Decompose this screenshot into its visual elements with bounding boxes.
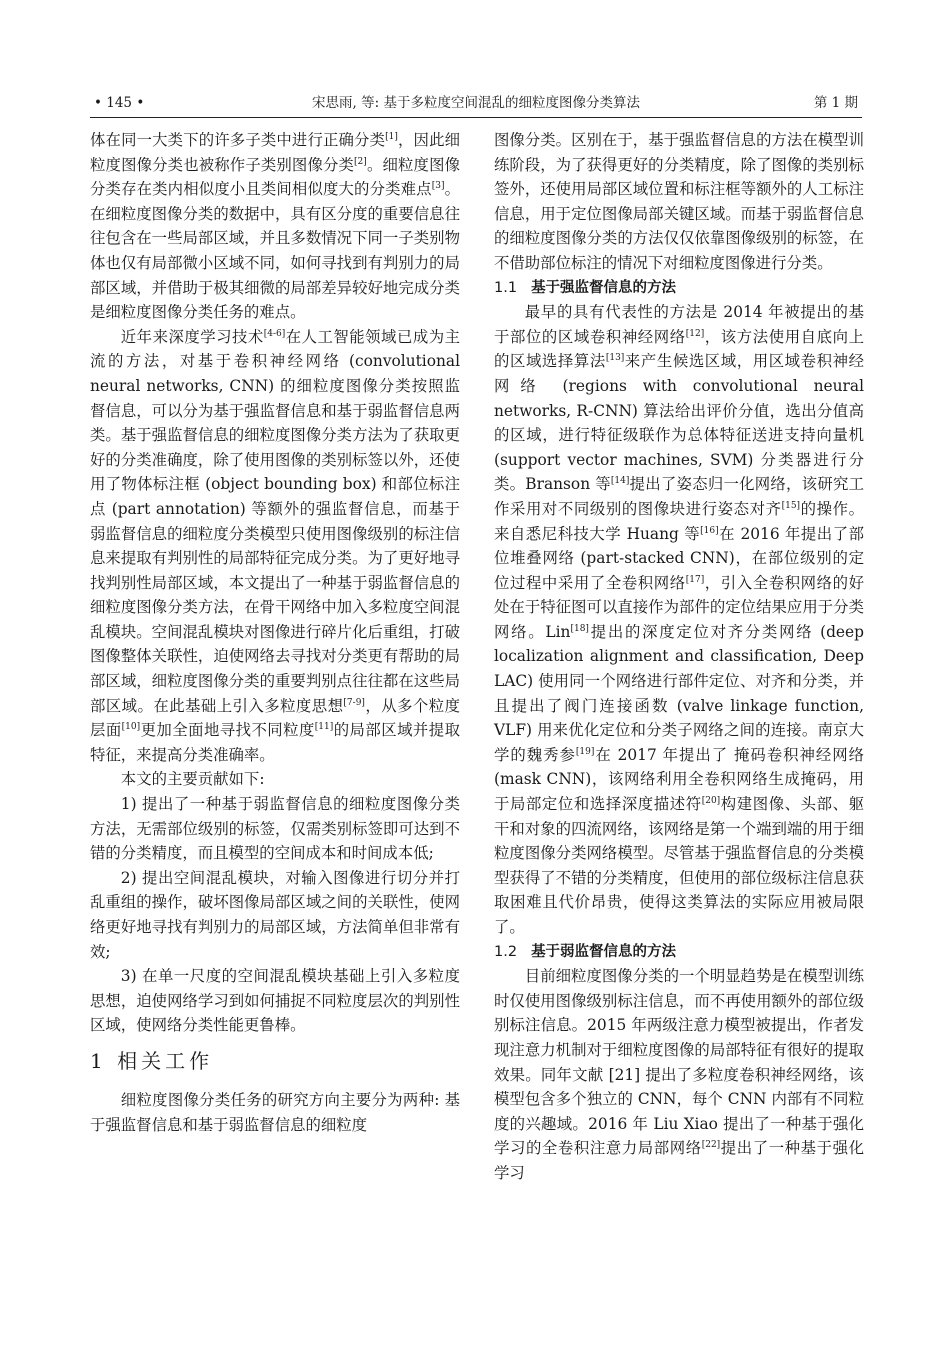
citation[interactable]: [17] (685, 574, 705, 585)
citation[interactable]: [18] (570, 623, 589, 634)
citation[interactable]: [15] (781, 500, 801, 511)
paragraph: 最早的具有代表性的方法是 2014 年被提出的基于部位的区域卷积神经网络[12]，该方法使用自底向上的区域选择算法[13]来产生候选区域，用区域卷积神经网络 (regions with convolutional neural networks, R-CNN) 算法给出评价分值，选出分值高的区域，进行特征级联作为总体特征送进支持向量机 (support vector machines, SVM) 分类器进行分类。Branson 等[14]提出了姿态归一化网络，该研究工作采用对不同级别的图像块进行姿态对齐[15]的操作。来自悉尼科技大学 Huang 等[16]在 2016 年提出了部位堆叠网络 (part-stacked CNN)，在部位级别的定位过程中采用了全卷积网络[17]，引入全卷积网络的好处在于特征图可以直接作为部件的定位结果应用于分类网络。Lin[18]提出的深度定位对齐分类网络 (deep localization alignment and classification, Deep LAC) 使用同一个网络进行部件定位、对齐和分类，并且提出了阀门连接函数 (valve linkage function, VLF) 用来优化定位和分类子网络之间的连接。南京大学的魏秀参[19]在 2017 年提出了 掩码卷积神经网络 (mask CNN)，该网络利用全卷积网络生成掩码，用于局部定位和选择深度描述符[20]构建图像、头部、躯干和对象的四流网络，该网络是第一个端到端的用于细粒度图像分类网络模型。尽管基于强监督信息的分类模型获得了不错的分类精度，但使用的部位级标注信息获取困难且代价昂贵，使得这类算法的实际应用被局限了。 (494, 303, 864, 936)
citation[interactable]: [7-9] (343, 697, 365, 708)
citation[interactable]: [13] (605, 353, 625, 364)
subsection-heading: 1.2 基于弱监督信息的方法 (494, 943, 677, 960)
citation[interactable]: [1] (385, 132, 398, 142)
citation[interactable]: [12] (685, 328, 705, 339)
paragraph: 细粒度图像分类任务的研究方向主要分为两种: 基于强监督信息和基于弱监督信息的细粒度 (90, 1090, 460, 1134)
citation[interactable]: [11] (314, 722, 334, 733)
issue-number: 第 1 期 (813, 95, 858, 111)
subsection-heading: 1.1 基于强监督信息的方法 (494, 279, 677, 296)
contribution-item: 3) 在单一尺度的空间混乱模块基础上引入多粒度思想，迫使网络学习到如何捕捉不同粒度层次的判别性区域，使网络分类性能更鲁棒。 (90, 967, 460, 1035)
citation[interactable]: [4-6] (263, 328, 286, 339)
citation[interactable]: [14] (610, 476, 630, 487)
citation[interactable]: [19] (575, 746, 595, 757)
running-header (90, 92, 862, 114)
citation[interactable]: [3] (431, 181, 445, 192)
header-rule (90, 117, 862, 118)
page-number: • 145 • (94, 95, 145, 111)
contribution-item: 2) 提出空间混乱模块，对输入图像进行切分并打乱重组的操作，破坏图像局部区域之间的关联性，使网络更好地寻找有判别力的局部区域，方法简单但非常有效; (90, 868, 460, 961)
paragraph: 目前细粒度图像分类的一个明显趋势是在模型训练时仅使用图像级别标注信息，而不再使用额外的部位级别标注信息。2015 年两级注意力模型被提出，作者发现注意力机制对于细粒度图像的局部特征有很好的提取效果。同年文献 [21] 提出了多粒度卷积神经网络，该模型包含多个独立的 CNN，每个 CNN 内部有不同粒度的兴趣域。2016 年 Liu Xiao 提出了一种基于强化学习的全卷积注意力局部网络[22]提出了一种基于强化学习 (494, 967, 864, 1182)
section-heading: 1 相关工作 (90, 1048, 214, 1073)
running-title: 宋思雨, 等: 基于多粒度空间混乱的细粒度图像分类算法 (312, 95, 640, 111)
citation[interactable]: [16] (700, 525, 719, 536)
citation[interactable]: [20] (701, 796, 721, 807)
citation[interactable]: [22] (701, 1140, 721, 1151)
contribution-item: 1) 提出了一种基于弱监督信息的细粒度图像分类方法，无需部位级别的标签，仅需类别标签即可达到不错的分类精度，而且模型的空间成本和时间成本低; (90, 795, 460, 863)
paragraph: 近年来深度学习技术[4-6]在人工智能领域已成为主流的方法，对基于卷积神经网络 (convolutional neural networks, CNN) 的细粒度图像分类按照监督信息，可以分为基于强监督信息和基于弱监督信息两类。基于强监督信息的细粒度图像分类方法为了获取更好的分类准确度，除了使用图像的类别标签以外，还使用了物体标注框 (object bounding box) 和部位标注点 (part annotation) 等额外的强监督信息，而基于弱监督信息的细粒度分类模型只使用图像级别的标注信息来提取有判别性的局部特征完成分类。为了更好地寻找判别性局部区域，本文提出了一种基于弱监督信息的细粒度图像分类方法，在骨干网络中加入多粒度空间混乱模块。空间混乱模块对图像进行碎片化后重组，打破图像整体关联性，迫使网络去寻找对分类更有帮助的局部区域，细粒度图像分类的重要判别点往往都在这些局部区域。在此基础上引入多粒度思想[7-9]，从多个粒度层面[10]更加全面地寻找不同粒度[11]的局部区域并提取特征，来提高分类准确率。 (90, 327, 460, 764)
paragraph: 本文的主要贡献如下: (120, 770, 265, 789)
right-column (494, 128, 864, 1186)
paragraph: 图像分类。区别在于，基于强监督信息的方法在模型训练阶段，为了获得更好的分类精度，除了图像的类别标签外，还使用局部区域位置和标注框等额外的人工标注信息，用于定位图像局部关键区域。而基于弱监督信息的细粒度图像分类的方法仅仅依靠图像级别的标签，在不借助部位标注的情况下对细粒度图像进行分类。 (494, 131, 864, 272)
paragraph: 体在同一大类下的许多子类中进行正确分类[1]，因此细粒度图像分类也被称作子类别图像分类[2]。细粒度图像分类存在类内相似度小且类间相似度大的分类难点[3]。在细粒度图像分类的数据中，具有区分度的重要信息往往包含在一些局部区域，并且多数情况下同一子类别物体也仅有局部微小区域不同，如何寻找到有判别力的局部区域，并借助于极其细微的局部差异较好地完成分类是细粒度图像分类任务的难点。 (90, 131, 460, 322)
citation[interactable]: [10] (121, 722, 141, 733)
left-column (90, 128, 460, 1137)
citation[interactable]: [2] (354, 156, 367, 167)
